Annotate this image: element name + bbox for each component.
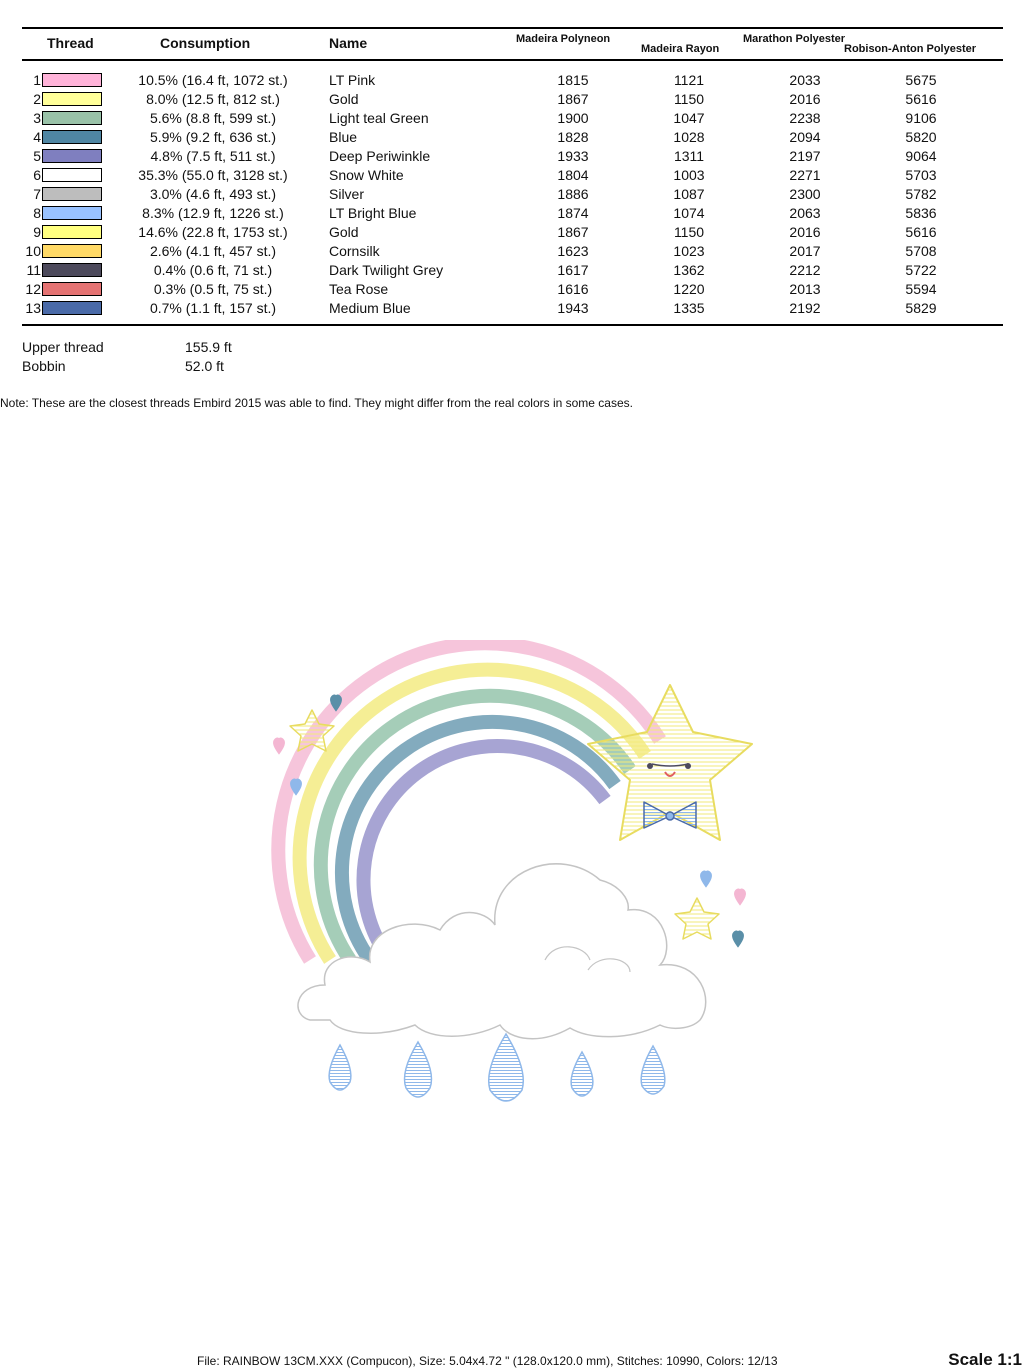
marathon-polyester-code: 2016 bbox=[789, 224, 821, 240]
marathon-polyester-code: 2016 bbox=[789, 91, 821, 107]
thread-name: Light teal Green bbox=[329, 110, 429, 126]
robison-anton-code: 5722 bbox=[905, 262, 937, 278]
thread-color-swatch bbox=[42, 92, 102, 106]
madeira-rayon-code: 1121 bbox=[673, 72, 705, 88]
madeira-rayon-code: 1028 bbox=[673, 129, 705, 145]
file-info-footer: File: RAINBOW 13CM.XXX (Compucon), Size: 5.04x4.72 " (128.0x120.0 mm), Stitches: 10990, Colors: 12/13 bbox=[197, 1354, 778, 1368]
thread-number: 7 bbox=[33, 186, 41, 202]
thread-color-swatch bbox=[42, 149, 102, 163]
thread-name: Snow White bbox=[329, 167, 404, 183]
thread-color-swatch bbox=[42, 301, 102, 315]
heart-icon bbox=[733, 931, 743, 946]
thread-consumption: 14.6% (22.8 ft, 1753 st.) bbox=[138, 224, 288, 240]
thread-consumption: 35.3% (55.0 ft, 3128 st.) bbox=[138, 167, 288, 183]
thread-number: 6 bbox=[33, 167, 41, 183]
embroidery-design-preview bbox=[270, 640, 770, 1120]
thread-consumption: 4.8% (7.5 ft, 511 st.) bbox=[150, 148, 276, 164]
thread-number: 3 bbox=[33, 110, 41, 126]
robison-anton-code: 5829 bbox=[905, 300, 937, 316]
upper-thread-value: 155.9 ft bbox=[185, 339, 232, 355]
robison-anton-code: 5782 bbox=[905, 186, 937, 202]
heart-icon bbox=[701, 871, 711, 886]
thread-name: Dark Twilight Grey bbox=[329, 262, 444, 278]
madeira-polyneon-code: 1900 bbox=[557, 110, 589, 126]
madeira-rayon-code: 1220 bbox=[673, 281, 705, 297]
thread-name: Medium Blue bbox=[329, 300, 411, 316]
thread-consumption: 8.0% (12.5 ft, 812 st.) bbox=[146, 91, 280, 107]
thread-number: 10 bbox=[25, 243, 41, 259]
thread-color-swatch bbox=[42, 111, 102, 125]
robison-anton-code: 5703 bbox=[905, 167, 937, 183]
thread-color-swatch bbox=[42, 263, 102, 277]
madeira-rayon-code: 1087 bbox=[673, 186, 705, 202]
madeira-rayon-code: 1003 bbox=[673, 167, 705, 183]
robison-anton-code: 5820 bbox=[905, 129, 937, 145]
table-row bbox=[0, 261, 1024, 280]
madeira-polyneon-code: 1867 bbox=[557, 91, 589, 107]
madeira-polyneon-code: 1933 bbox=[557, 148, 589, 164]
madeira-rayon-code: 1311 bbox=[673, 148, 705, 164]
raindrops bbox=[329, 1034, 665, 1101]
col-header-madeira-polyneon: Madeira Polyneon bbox=[516, 33, 611, 45]
upper-thread-label: Upper thread bbox=[22, 339, 104, 355]
heart-icon bbox=[735, 889, 745, 904]
robison-anton-code: 5594 bbox=[905, 281, 937, 297]
thread-name: Blue bbox=[329, 129, 358, 145]
raindrop-icon bbox=[489, 1034, 524, 1101]
thread-consumption: 0.3% (0.5 ft, 75 st.) bbox=[153, 281, 273, 297]
robison-anton-code: 5616 bbox=[905, 91, 937, 107]
col-header-thread: Thread bbox=[47, 35, 94, 51]
thread-number: 13 bbox=[25, 300, 41, 316]
marathon-polyester-code: 2197 bbox=[789, 148, 821, 164]
col-header-consumption: Consumption bbox=[160, 35, 251, 51]
table-row bbox=[0, 71, 1024, 90]
thread-number: 1 bbox=[33, 72, 41, 88]
thread-color-swatch bbox=[42, 187, 102, 201]
thread-consumption: 0.4% (0.6 ft, 71 st.) bbox=[153, 262, 273, 278]
madeira-rayon-code: 1150 bbox=[673, 224, 705, 240]
madeira-polyneon-code: 1623 bbox=[557, 243, 589, 259]
robison-anton-code: 9106 bbox=[905, 110, 937, 126]
table-row bbox=[0, 147, 1024, 166]
madeira-polyneon-code: 1943 bbox=[557, 300, 589, 316]
thread-color-swatch bbox=[42, 282, 102, 296]
table-row bbox=[0, 185, 1024, 204]
thread-name: Gold bbox=[329, 224, 359, 240]
madeira-rayon-code: 1335 bbox=[673, 300, 705, 316]
thread-color-swatch bbox=[42, 130, 102, 144]
thread-number: 8 bbox=[33, 205, 41, 221]
thread-consumption: 2.6% (4.1 ft, 457 st.) bbox=[149, 243, 277, 259]
madeira-rayon-code: 1074 bbox=[673, 205, 705, 221]
thread-name: LT Bright Blue bbox=[329, 205, 417, 221]
thread-note: Note: These are the closest threads Embird 2015 was able to find. They might differ from the real colors in some cases. bbox=[0, 396, 633, 410]
header-top-rule bbox=[22, 27, 1003, 29]
marathon-polyester-code: 2300 bbox=[789, 186, 821, 202]
thread-color-swatch bbox=[42, 168, 102, 182]
table-bottom-rule bbox=[22, 324, 1003, 326]
marathon-polyester-code: 2013 bbox=[789, 281, 821, 297]
thread-consumption: 0.7% (1.1 ft, 157 st.) bbox=[149, 300, 277, 316]
table-row bbox=[0, 90, 1024, 109]
header-bottom-rule bbox=[22, 59, 1003, 61]
col-header-marathon-polyester: Marathon Polyester bbox=[743, 33, 846, 45]
thread-consumption: 3.0% (4.6 ft, 493 st.) bbox=[149, 186, 277, 202]
thread-number: 4 bbox=[33, 129, 41, 145]
raindrop-icon bbox=[641, 1046, 665, 1094]
marathon-polyester-code: 2033 bbox=[789, 72, 821, 88]
thread-number: 9 bbox=[33, 224, 41, 240]
madeira-rayon-code: 1023 bbox=[673, 243, 705, 259]
madeira-rayon-code: 1150 bbox=[673, 91, 705, 107]
madeira-polyneon-code: 1874 bbox=[557, 205, 589, 221]
thread-number: 12 bbox=[25, 281, 41, 297]
madeira-rayon-code: 1362 bbox=[673, 262, 705, 278]
marathon-polyester-code: 2238 bbox=[789, 110, 821, 126]
col-header-robison-anton: Robison-Anton Polyester bbox=[844, 43, 977, 55]
madeira-polyneon-code: 1804 bbox=[557, 167, 589, 183]
table-row bbox=[0, 128, 1024, 147]
thread-number: 11 bbox=[26, 262, 41, 278]
thread-number: 2 bbox=[33, 91, 41, 107]
table-row bbox=[0, 166, 1024, 185]
thread-name: Gold bbox=[329, 91, 359, 107]
table-row bbox=[0, 204, 1024, 223]
heart-icon bbox=[274, 738, 284, 753]
madeira-polyneon-code: 1886 bbox=[557, 186, 589, 202]
madeira-polyneon-code: 1828 bbox=[557, 129, 589, 145]
table-row bbox=[0, 109, 1024, 128]
madeira-rayon-code: 1047 bbox=[673, 110, 705, 126]
col-header-name: Name bbox=[329, 35, 368, 51]
bobbin-value: 52.0 ft bbox=[185, 358, 224, 374]
thread-consumption: 5.9% (9.2 ft, 636 st.) bbox=[149, 129, 277, 145]
table-row bbox=[0, 280, 1024, 299]
scale-label: Scale 1:1 bbox=[948, 1350, 1022, 1369]
robison-anton-code: 9064 bbox=[905, 148, 937, 164]
marathon-polyester-code: 2017 bbox=[789, 243, 821, 259]
col-header-madeira-rayon: Madeira Rayon bbox=[641, 43, 720, 55]
table-row bbox=[0, 223, 1024, 242]
marathon-polyester-code: 2094 bbox=[789, 129, 821, 145]
marathon-polyester-code: 2063 bbox=[789, 205, 821, 221]
thread-number: 5 bbox=[33, 148, 41, 164]
thread-name: Tea Rose bbox=[329, 281, 389, 297]
robison-anton-code: 5708 bbox=[905, 243, 937, 259]
robison-anton-code: 5836 bbox=[905, 205, 937, 221]
madeira-polyneon-code: 1617 bbox=[557, 262, 589, 278]
thread-name: Cornsilk bbox=[329, 243, 380, 259]
raindrop-icon bbox=[405, 1042, 432, 1097]
marathon-polyester-code: 2271 bbox=[789, 167, 821, 183]
thread-consumption: 5.6% (8.8 ft, 599 st.) bbox=[149, 110, 277, 126]
bobbin-label: Bobbin bbox=[22, 358, 66, 374]
thread-name: Deep Periwinkle bbox=[329, 148, 431, 164]
thread-name: LT Pink bbox=[329, 72, 376, 88]
raindrop-icon bbox=[571, 1052, 593, 1096]
thread-consumption: 8.3% (12.9 ft, 1226 st.) bbox=[142, 205, 284, 221]
madeira-polyneon-code: 1867 bbox=[557, 224, 589, 240]
thread-color-swatch bbox=[42, 206, 102, 220]
marathon-polyester-code: 2192 bbox=[789, 300, 821, 316]
robison-anton-code: 5616 bbox=[905, 224, 937, 240]
thread-color-swatch bbox=[42, 73, 102, 87]
madeira-polyneon-code: 1616 bbox=[557, 281, 589, 297]
robison-anton-code: 5675 bbox=[905, 72, 937, 88]
thread-color-swatch bbox=[42, 244, 102, 258]
thread-consumption: 10.5% (16.4 ft, 1072 st.) bbox=[138, 72, 288, 88]
small-star-icon bbox=[675, 898, 719, 939]
marathon-polyester-code: 2212 bbox=[789, 262, 821, 278]
madeira-polyneon-code: 1815 bbox=[557, 72, 589, 88]
table-row bbox=[0, 242, 1024, 261]
thread-name: Silver bbox=[329, 186, 365, 202]
raindrop-icon bbox=[329, 1045, 351, 1090]
table-row bbox=[0, 299, 1024, 318]
thread-color-swatch bbox=[42, 225, 102, 239]
